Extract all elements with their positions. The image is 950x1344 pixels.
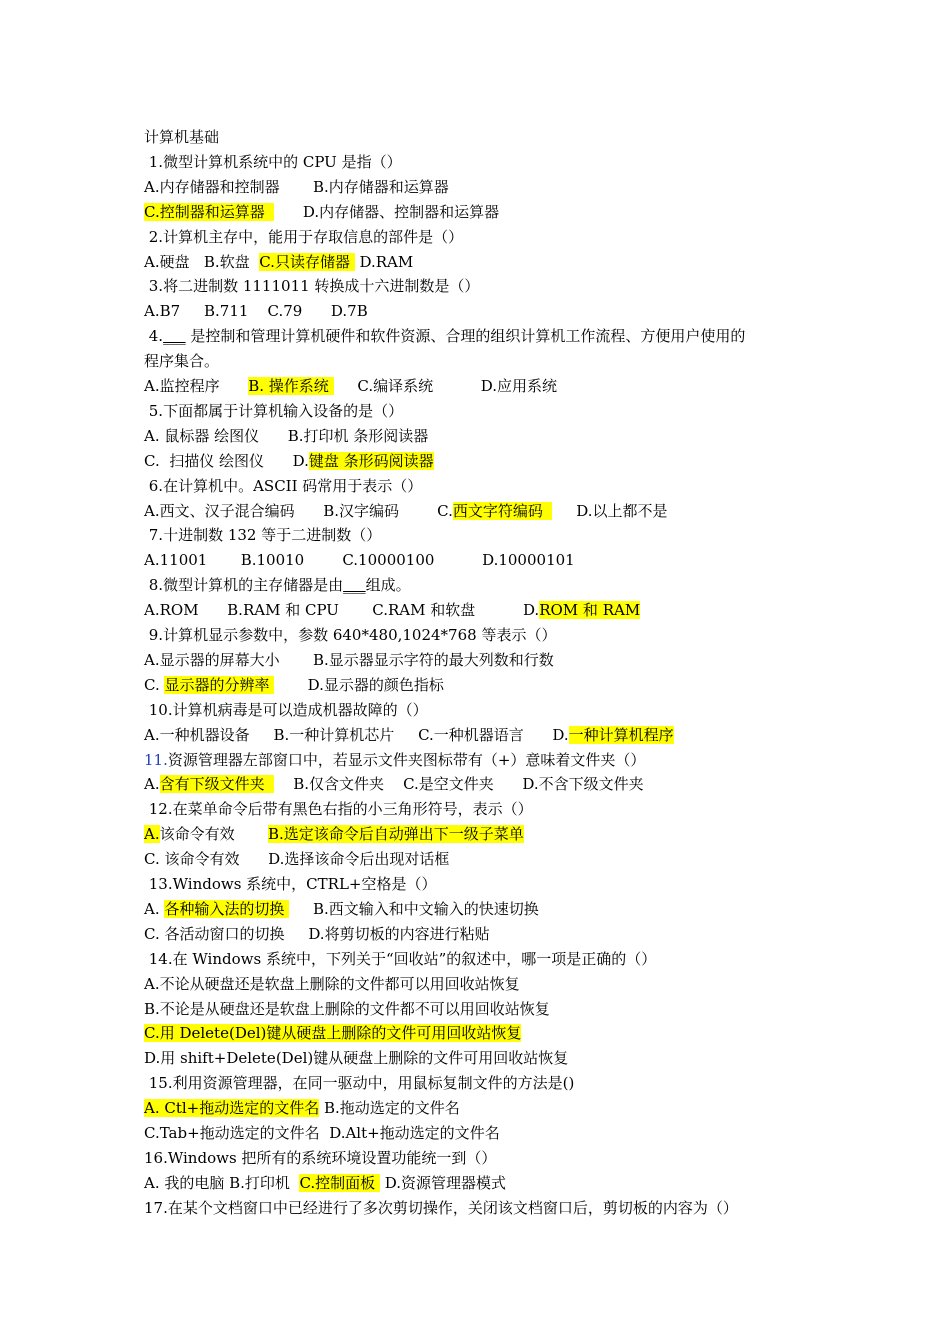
text-segment: D.RAM [354,252,414,271]
text-segment: 4. [144,327,164,346]
document-line [144,899,539,919]
highlighted-answer: B.选定该命令后自动弹出下一级子菜单 [268,825,524,844]
text-segment: 是控制和管理计算机硬件和软件资源、合理的组织计算机工作流程、方便用户使用的 [185,327,746,346]
text-segment: 程序集合。 [144,352,220,371]
document-line [144,1198,738,1218]
document-line [144,525,381,545]
highlighted-answer: 一种计算机程序 [568,725,674,744]
highlighted-answer: C.控制面板 [299,1173,380,1192]
text-segment: D.资源管理器模式 [379,1173,506,1192]
text-segment: A. 我的电脑 B.打印机 [144,1173,300,1192]
document-line [144,1123,500,1143]
text-segment: A.显示器的屏幕大小 B.显示器显示字符的最大列数和行数 [144,650,554,669]
text-segment: 2.计算机主存中，能用于存取信息的部件是（） [144,227,464,246]
text-segment: C. 各活动窗口的切换 D.将剪切板的内容进行粘贴 [144,924,490,943]
text-segment: A.ROM B.RAM 和 CPU C.RAM 和软盘 D. [144,601,540,620]
document-line [144,276,479,296]
text-segment: B.不论是从硬盘还是软盘上删除的文件都不可以用回收站恢复 [144,999,550,1018]
document-line [144,874,436,894]
text-segment: A.内存储器和控制器 B.内存储器和运算器 [144,177,449,196]
text-segment: 8.微型计算机的主存储器是由 [144,576,344,595]
text-segment: D.用 shift+Delete(Del)键从硬盘上删除的文件可用回收站恢复 [144,1049,569,1068]
text-segment: 15.利用资源管理器，在同一驱动中，用鼠标复制文件的方法是() [144,1074,575,1093]
text-segment: D.显示器的颜色指标 [274,675,444,694]
document-line [144,1048,568,1068]
text-segment: 16.Windows 把所有的系统环境设置功能统一到（） [144,1148,497,1167]
document-line [144,177,449,197]
document-line [144,252,413,272]
document-line [144,152,402,172]
document-line [144,974,520,994]
text-segment: 3.将二进制数 1111011 转换成十六进制数是（） [144,277,480,296]
highlighted-answer: 含有下级文件夹 [159,775,275,794]
text-segment: D.以上都不是 [552,501,668,520]
text-segment: A. [144,899,165,918]
highlighted-answer: 西文字符编码 [452,501,553,520]
document-line [144,824,524,844]
text-segment: 该命令有效 [159,825,268,844]
text-segment: B.拖动选定的文件名 [319,1099,460,1118]
document-line [144,227,463,247]
document-line [144,625,556,645]
document-line [144,1023,521,1043]
text-segment: ___ [343,576,366,595]
highlighted-answer: 显示器的分辨率 [164,675,275,694]
text-segment: 13.Windows 系统中，CTRL+空格是（） [144,875,437,893]
document-line [144,301,368,321]
document-line [144,999,550,1019]
document-line [144,1173,506,1193]
document-line [144,1098,460,1118]
text-segment: 6.在计算机中。ASCII 码常用于表示（） [144,476,423,495]
document-line [144,476,422,496]
document-line [144,1148,496,1168]
text-segment: 组成。 [365,576,411,595]
text-segment: C.Tab+拖动选定的文件名 D.Alt+拖动选定的文件名 [144,1124,500,1142]
highlighted-answer: 键盘 条形码阅读器 [308,451,434,470]
text-segment: 1.微型计算机系统中的 CPU 是指（） [144,152,402,171]
document-line [144,725,674,745]
text-segment: A.西文、汉子混合编码 B.汉字编码 C. [144,501,453,520]
text-segment: C. 该命令有效 D.选择该命令后出现对话框 [144,850,450,869]
document-line [144,426,428,446]
text-segment: A.一种机器设备 B.一种计算机芯片 C.一种机器语言 D. [144,725,569,744]
text-segment: A. 鼠标器 绘图仪 B.打印机 条形阅读器 [144,426,429,445]
text-segment: 5.下面都属于计算机输入设备的是（） [144,401,404,420]
text-segment: 资源管理器左部窗口中，若显示文件夹图标带有（+）意味着文件夹（） [167,750,646,769]
text-segment: 9.计算机显示参数中，参数 640*480,1024*768 等表示（） [144,626,557,644]
document-line [144,401,403,421]
document-title [144,127,219,147]
document-line [144,700,428,720]
text-segment: B.西文输入和中文输入的快速切换 [289,899,539,918]
text-segment: A. [144,775,160,794]
highlighted-answer: A. Ctl+拖动选定的文件名 [144,1099,320,1118]
text-segment: C.编译系统 D.应用系统 [333,377,558,395]
text-segment: A.不论从硬盘还是软盘上删除的文件都可以用回收站恢复 [144,974,520,993]
text-segment: A.B7 B.711 C.79 D.7B [144,302,368,321]
text-segment: 17.在某个文档窗口中已经进行了多次剪切操作，关闭该文档窗口后，剪切板的内容为（） [144,1198,738,1217]
document-line [144,376,557,396]
document-line [144,774,644,794]
document-line [144,202,499,222]
text-segment: 11. [144,750,168,769]
highlighted-answer: ROM 和 RAM [539,601,641,620]
text-segment: A.11001 B.10010 C.10000100 D.10000101 [144,551,575,570]
text-segment: A.监控程序 [144,377,249,395]
document-line [144,750,645,770]
text-segment: C. [144,675,165,694]
document-line [144,849,449,869]
document-line [144,351,219,371]
document-line [144,451,434,471]
text-segment: ___ [163,327,186,346]
highlighted-answer: C.控制器和运算器 [144,202,275,221]
document-line [144,799,533,819]
document-line [144,550,575,570]
highlighted-answer: 各种输入法的切换 [164,899,290,918]
document-line [144,575,411,595]
document-line [144,675,444,695]
text-segment: 计算机基础 [144,128,220,146]
highlighted-answer: B. 操作系统 [248,377,334,395]
text-segment: 10.计算机病毒是可以造成机器故障的（） [144,700,428,719]
document-line [144,326,745,346]
document-line [144,924,490,944]
text-segment: 14.在 Windows 系统中，下列关于“回收站”的叙述中，哪一项是正确的（） [144,949,657,968]
highlighted-answer: A. [144,825,160,844]
text-segment: A.硬盘 B.软盘 [144,252,260,271]
document-line [144,949,656,969]
document-line [144,501,668,521]
document-line [144,650,554,670]
document-line [144,1073,574,1093]
highlighted-answer: C.只读存储器 [259,252,355,271]
document-line [144,600,640,620]
text-segment: D.内存储器、控制器和运算器 [274,202,500,221]
text-segment: B.仅含文件夹 C.是空文件夹 D.不含下级文件夹 [274,775,644,794]
text-segment: C. 扫描仪 绘图仪 D. [144,451,309,470]
text-segment: 7.十进制数 132 等于二进制数（） [144,526,382,545]
highlighted-answer: C.用 Delete(Del)键从硬盘上删除的文件可用回收站恢复 [144,1024,522,1043]
text-segment: 12.在菜单命令后带有黑色右指的小三角形符号，表示（） [144,800,533,819]
